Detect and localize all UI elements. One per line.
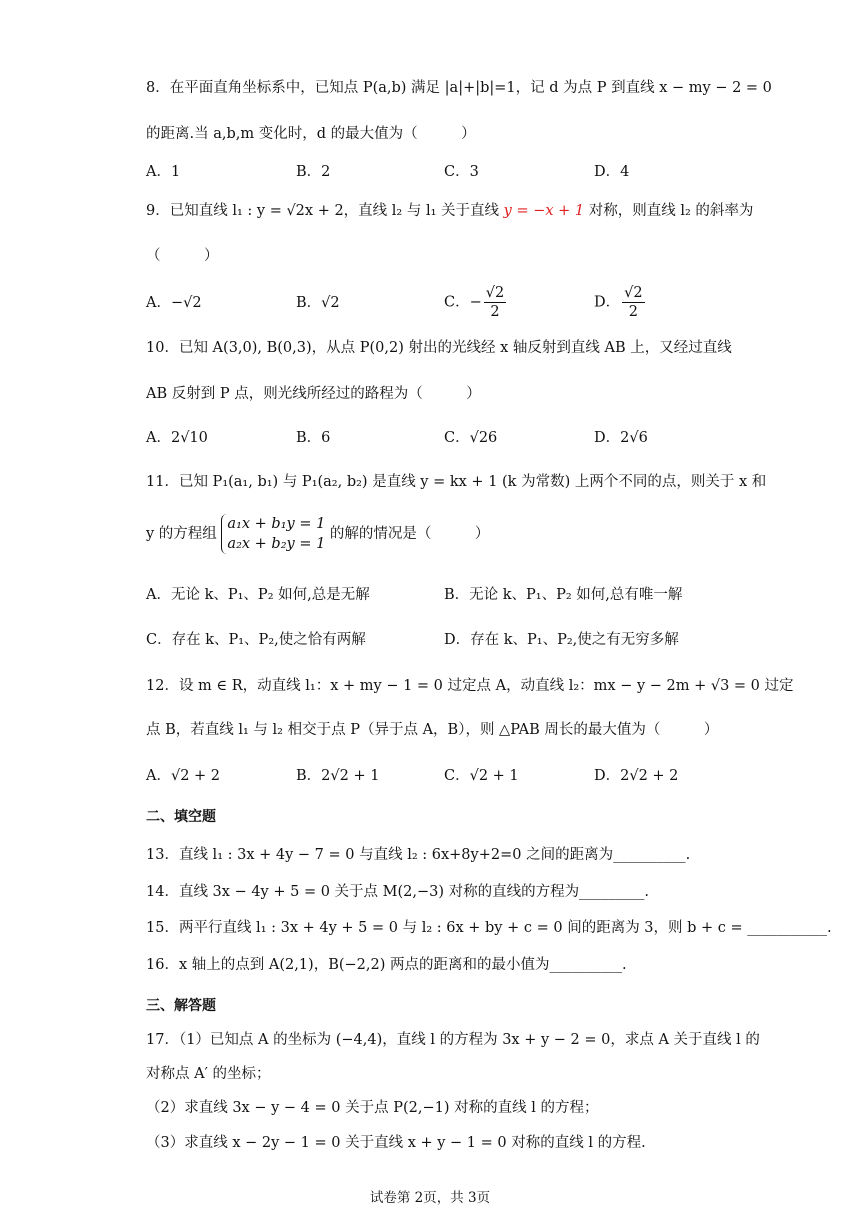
q10-option-d: D．2√6 xyxy=(594,430,648,446)
q8-option-c: C．3 xyxy=(444,164,479,180)
q11-line2 xyxy=(146,514,489,554)
q11-option-d: D．存在 k、P₁、P₂,使之有无穷多解 xyxy=(444,632,679,648)
q14: 14．直线 3x − 4y + 5 = 0 关于点 M(2,−3) 对称的直线的方程为_________. xyxy=(146,884,649,900)
q13: 13．直线 l₁ : 3x + 4y − 7 = 0 与直线 l₂ : 6x+8y+2=0 之间的距离为__________. xyxy=(146,847,691,863)
q17-line1: 17．（1）已知点 A 的坐标为 (−4,4)，直线 l 的方程为 3x + y − 2 = 0，求点 A 关于直线 l 的 xyxy=(146,1032,760,1048)
q11-line2-pre: y 的方程组 xyxy=(146,526,217,542)
q9-option-d-label: D． xyxy=(594,294,621,311)
section-fill-in-blank-heading: 二、填空题 xyxy=(146,809,216,825)
q17-line3: （2）求直线 3x − y − 4 = 0 关于点 P(2,−1) 对称的直线 l 的方程； xyxy=(146,1100,599,1116)
q12-option-d: D．2√2 + 2 xyxy=(594,768,679,784)
q11-option-b: B．无论 k、P₁、P₂ 如何,总有唯一解 xyxy=(444,587,683,603)
q9-symmetry-line: y = −x + 1 xyxy=(503,203,585,219)
q10-line1: 10．已知 A(3,0), B(0,3)，从点 P(0,2) 射出的光线经 x 轴反射到直线 AB 上，又经过直线 xyxy=(146,340,732,356)
section-answer-heading: 三、解答题 xyxy=(146,998,216,1014)
q10-line2: AB 反射到 P 点，则光线所经过的路程为（ ） xyxy=(146,386,481,402)
q9-line2: （ ） xyxy=(146,248,219,264)
q8-line2: 的距离.当 a,b,m 变化时，d 的最大值为（ ） xyxy=(146,126,476,142)
q8-option-d: D．4 xyxy=(594,164,630,180)
q17-line4: （3）求直线 x − 2y − 1 = 0 关于直线 x + y − 1 = 0 对称的直线 l 的方程. xyxy=(146,1135,646,1151)
q16: 16．x 轴上的点到 A(2,1)，B(−2,2) 两点的距离和的最小值为__________. xyxy=(146,957,627,973)
q8-line1: 8．在平面直角坐标系中，已知点 P(a,b) 满足 |a|+|b|=1，记 d 为点 P 到直线 x − my − 2 = 0 xyxy=(146,80,772,96)
q10-option-a: A．2√10 xyxy=(146,430,208,446)
q8-option-b: B．2 xyxy=(296,164,331,180)
fraction-numerator: √2 xyxy=(624,285,643,301)
fraction-denominator: 2 xyxy=(490,304,500,320)
system-equation-2: a₂x + b₂y = 1 xyxy=(227,536,326,552)
q9-line1-pre: 9．已知直线 l₁ : y = √2x + 2，直线 l₂ 与 l₁ 关于直线 xyxy=(146,203,504,219)
q9-line1 xyxy=(146,201,753,221)
q11-line1: 11．已知 P₁(a₁, b₁) 与 P₁(a₂, b₂) 是直线 y = kx + 1 (k 为常数) 上两个不同的点，则关于 x 和 xyxy=(146,474,767,490)
q11-line2-post: 的解的情况是（ ） xyxy=(329,526,490,542)
q9-option-b: B．√2 xyxy=(296,295,340,311)
q9-option-d-fraction xyxy=(622,284,644,321)
q17-line2: 对称点 A′ 的坐标； xyxy=(146,1066,271,1082)
q11-equation-system xyxy=(221,514,325,554)
q10-option-c: C．√26 xyxy=(444,430,498,446)
q9-option-a: A．−√2 xyxy=(146,295,202,311)
q9-line1-post: 对称，则直线 l₂ 的斜率为 xyxy=(584,203,754,219)
q12-option-c: C．√2 + 1 xyxy=(444,768,519,784)
q12-line1: 12．设 m ∈ R，动直线 l₁：x + my − 1 = 0 过定点 A，动直线 l₂：mx − y − 2m + √3 = 0 过定 xyxy=(146,678,794,694)
q11-option-a: A．无论 k、P₁、P₂ 如何,总是无解 xyxy=(146,587,370,603)
system-equation-1: a₁x + b₁y = 1 xyxy=(227,516,326,532)
q15: 15．两平行直线 l₁ : 3x + 4y + 5 = 0 与 l₂ : 6x + by + c = 0 间的距离为 3，则 b + c = ___________. xyxy=(146,920,832,936)
page-footer: 试卷第 2页，共 3页 xyxy=(369,1190,491,1206)
q10-option-b: B．6 xyxy=(296,430,331,446)
q9-option-c-label: C．− xyxy=(444,294,482,311)
fraction-denominator: 2 xyxy=(628,304,638,320)
q9-option-c xyxy=(444,284,508,321)
q11-option-c: C．存在 k、P₁、P₂,使之恰有两解 xyxy=(146,632,366,648)
q12-line2: 点 B，若直线 l₁ 与 l₂ 相交于点 P（异于点 A，B），则 △PAB 周长的最大值为（ ） xyxy=(146,722,719,738)
q12-option-a: A．√2 + 2 xyxy=(146,768,221,784)
fraction-numerator: √2 xyxy=(485,285,505,301)
q8-option-a: A．1 xyxy=(146,164,181,180)
q9-option-c-fraction xyxy=(484,284,506,321)
q9-option-d xyxy=(594,284,647,321)
q12-option-b: B．2√2 + 1 xyxy=(296,768,380,784)
